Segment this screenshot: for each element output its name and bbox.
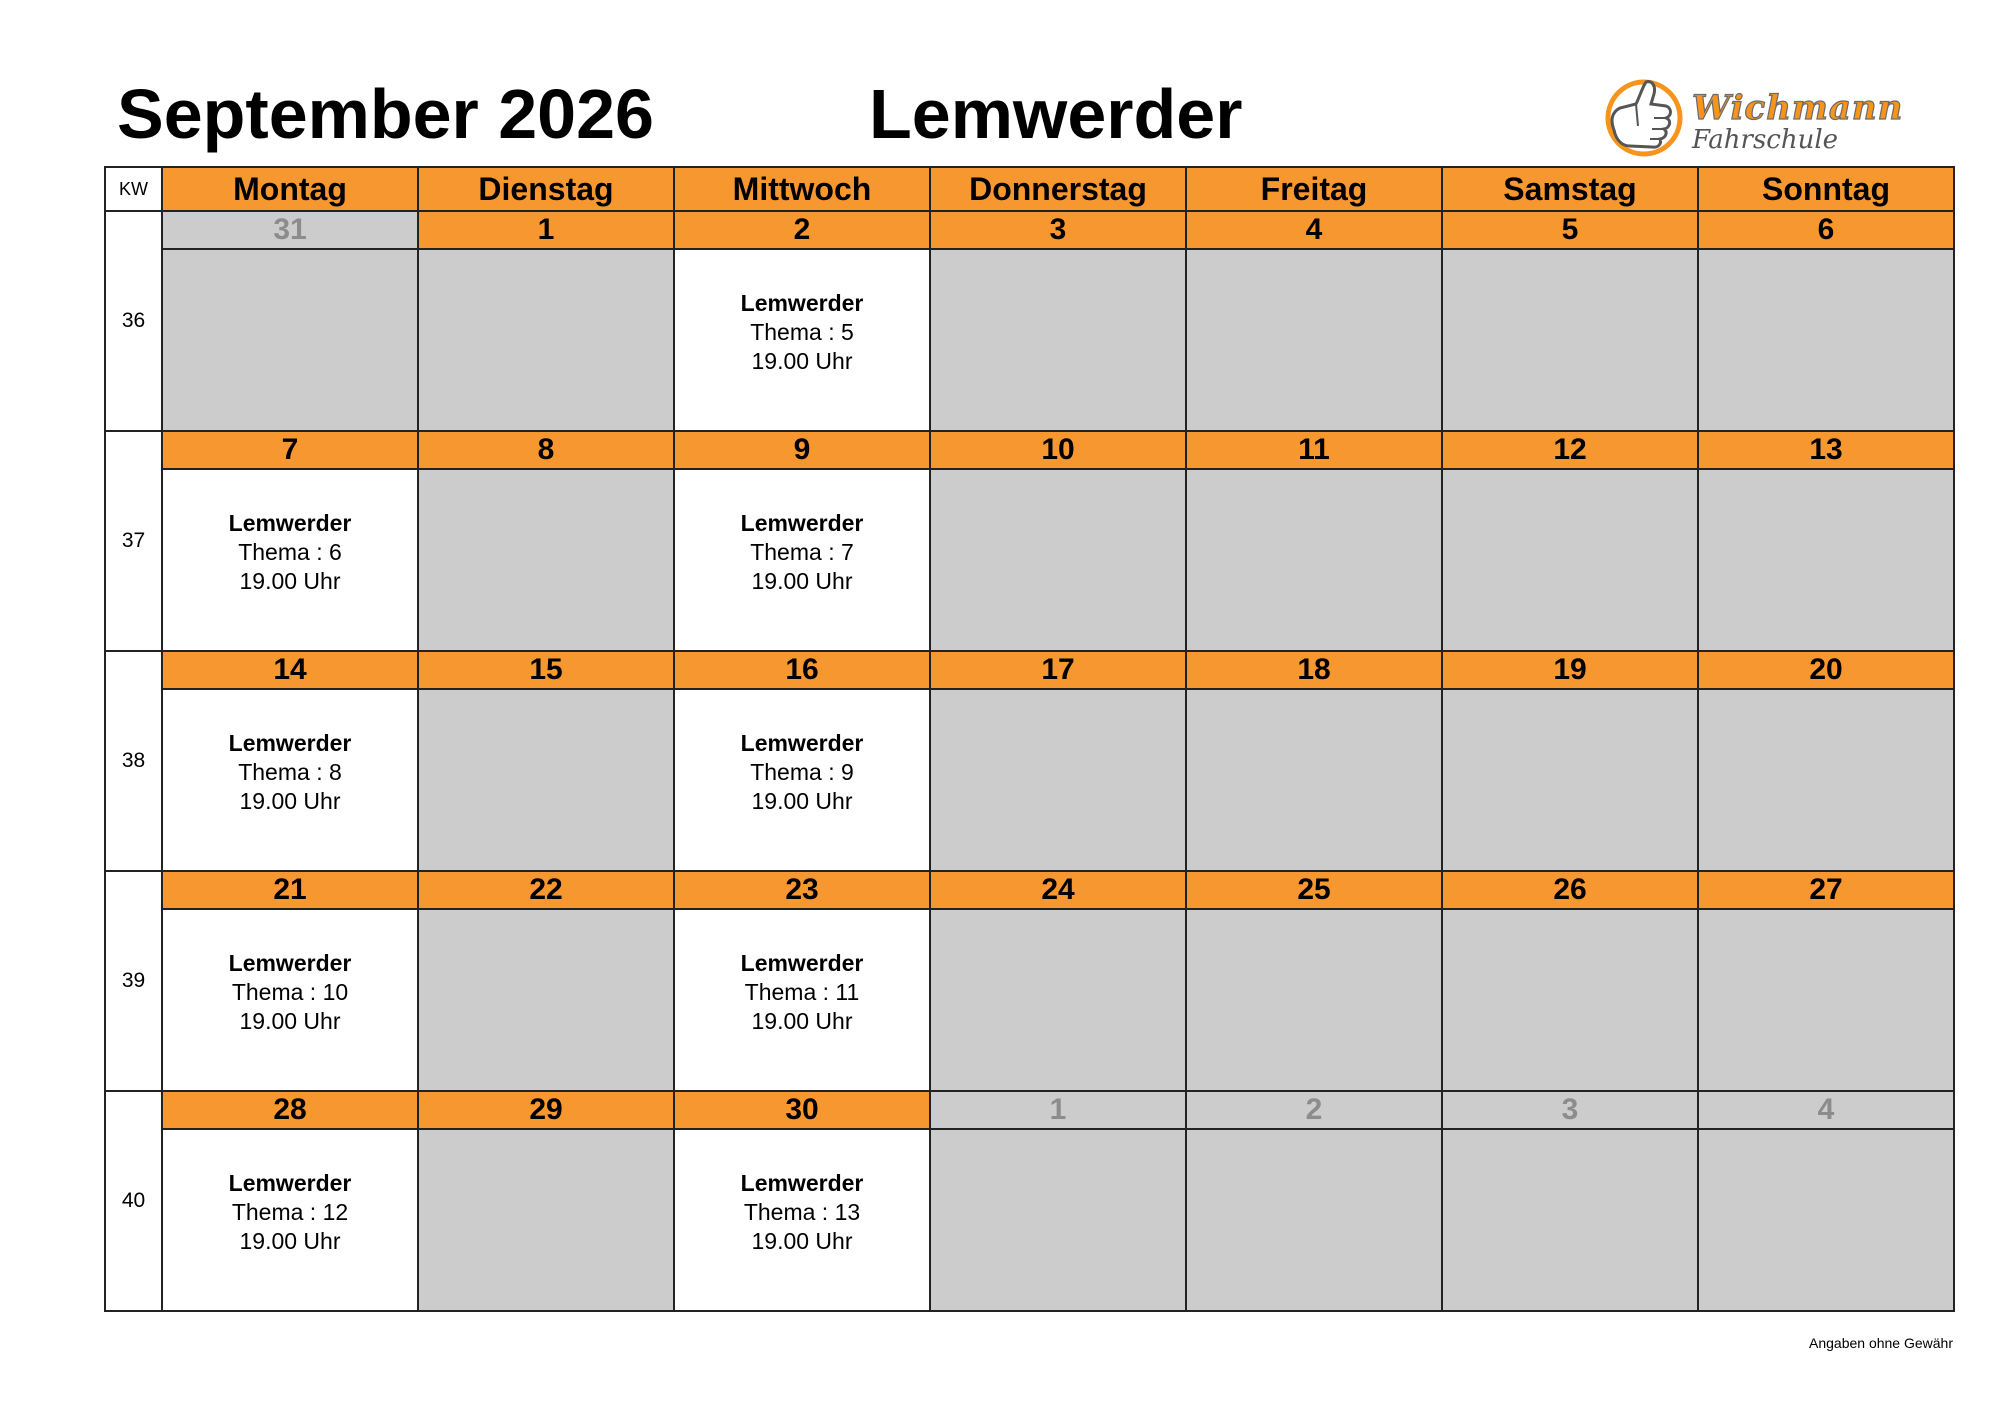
day-number: 9 [674, 431, 930, 469]
empty-day-cell [1442, 249, 1698, 431]
event-topic: Thema : 12 [231, 1198, 349, 1225]
event-time: 19.00 Uhr [751, 1007, 853, 1034]
empty-day-cell [1698, 469, 1954, 651]
week-number: 39 [105, 871, 162, 1091]
event-place: Lemwerder [740, 289, 864, 316]
empty-day-cell [1186, 909, 1442, 1091]
event-topic: Thema : 7 [750, 538, 854, 565]
event-entry [675, 462, 929, 642]
location-title: Lemwerder [869, 75, 1243, 153]
day-number: 11 [1186, 431, 1442, 469]
event-topic: Thema : 8 [238, 758, 342, 785]
day-number: 2 [674, 211, 930, 249]
day-number: 1 [418, 211, 674, 249]
event-entry [675, 1122, 929, 1302]
event-place: Lemwerder [228, 729, 352, 756]
event-place: Lemwerder [740, 509, 864, 536]
event-day-cell [674, 909, 930, 1091]
event-topic: Thema : 5 [750, 318, 854, 345]
weekday-header: Montag [162, 167, 418, 211]
empty-day-cell [1698, 249, 1954, 431]
day-number: 26 [1442, 871, 1698, 909]
event-place: Lemwerder [228, 949, 352, 976]
event-place: Lemwerder [228, 1169, 352, 1196]
empty-day-cell [1698, 689, 1954, 871]
kw-header: KW [105, 167, 162, 211]
event-day-cell [162, 1129, 418, 1311]
day-number: 17 [930, 651, 1186, 689]
empty-day-cell [418, 469, 674, 651]
empty-day-cell [162, 249, 418, 431]
month-title: September 2026 [117, 75, 654, 153]
logo-brand: Wichmann [1692, 88, 1904, 128]
event-time: 19.00 Uhr [751, 1227, 853, 1254]
empty-day-cell [418, 249, 674, 431]
adjacent-month-date: 4 [1698, 1091, 1954, 1129]
logo [1596, 74, 1926, 160]
adjacent-month-date: 1 [930, 1091, 1186, 1129]
adjacent-month-date: 2 [1186, 1091, 1442, 1129]
empty-day-cell [418, 689, 674, 871]
event-time: 19.00 Uhr [751, 787, 853, 814]
calendar-grid [104, 166, 1953, 1330]
day-number: 7 [162, 431, 418, 469]
event-entry [675, 682, 929, 862]
weekday-header: Freitag [1186, 167, 1442, 211]
empty-day-cell [1186, 689, 1442, 871]
thumbs-up-icon [1596, 74, 1688, 160]
event-place: Lemwerder [740, 949, 864, 976]
empty-day-cell [930, 909, 1186, 1091]
day-body-row [105, 689, 1954, 871]
event-time: 19.00 Uhr [239, 787, 341, 814]
day-number: 29 [418, 1091, 674, 1129]
event-entry [675, 242, 929, 422]
day-number: 4 [1186, 211, 1442, 249]
day-number: 13 [1698, 431, 1954, 469]
event-place: Lemwerder [740, 1169, 864, 1196]
empty-day-cell [930, 469, 1186, 651]
week-number: 38 [105, 651, 162, 871]
event-entry [163, 902, 417, 1082]
day-number: 15 [418, 651, 674, 689]
day-body-row [105, 469, 1954, 651]
event-topic: Thema : 6 [238, 538, 342, 565]
day-body-row [105, 909, 1954, 1091]
day-number: 5 [1442, 211, 1698, 249]
event-time: 19.00 Uhr [751, 347, 853, 374]
event-day-cell [162, 469, 418, 651]
day-number: 8 [418, 431, 674, 469]
adjacent-month-date: 3 [1442, 1091, 1698, 1129]
day-number: 20 [1698, 651, 1954, 689]
day-number: 24 [930, 871, 1186, 909]
empty-day-cell [1442, 469, 1698, 651]
weekday-header-row [105, 167, 1954, 211]
day-number: 30 [674, 1091, 930, 1129]
event-place: Lemwerder [740, 729, 864, 756]
date-row [105, 211, 1954, 249]
day-number: 14 [162, 651, 418, 689]
disclaimer: Angaben ohne Gewähr [1809, 1335, 1953, 1351]
empty-day-cell [1698, 909, 1954, 1091]
event-day-cell [674, 249, 930, 431]
empty-day-cell [1442, 1129, 1698, 1311]
week-number: 40 [105, 1091, 162, 1311]
event-day-cell [674, 469, 930, 651]
day-number: 6 [1698, 211, 1954, 249]
event-entry [163, 682, 417, 862]
day-number: 25 [1186, 871, 1442, 909]
event-day-cell [674, 1129, 930, 1311]
week-number: 37 [105, 431, 162, 651]
event-place: Lemwerder [228, 509, 352, 536]
day-number: 27 [1698, 871, 1954, 909]
empty-day-cell [1186, 1129, 1442, 1311]
day-body-row [105, 1129, 1954, 1311]
day-number: 19 [1442, 651, 1698, 689]
empty-day-cell [418, 1129, 674, 1311]
empty-day-cell [1698, 1129, 1954, 1311]
event-day-cell [674, 689, 930, 871]
adjacent-month-date: 31 [162, 211, 418, 249]
event-day-cell [162, 689, 418, 871]
weekday-header: Sonntag [1698, 167, 1954, 211]
event-topic: Thema : 11 [744, 978, 860, 1005]
event-time: 19.00 Uhr [239, 567, 341, 594]
event-time: 19.00 Uhr [239, 1227, 341, 1254]
empty-day-cell [930, 249, 1186, 431]
empty-day-cell [418, 909, 674, 1091]
event-entry [675, 902, 929, 1082]
weekday-header: Mittwoch [674, 167, 930, 211]
event-time: 19.00 Uhr [239, 1007, 341, 1034]
empty-day-cell [1186, 469, 1442, 651]
empty-day-cell [1186, 249, 1442, 431]
weekday-header: Dienstag [418, 167, 674, 211]
event-day-cell [162, 909, 418, 1091]
day-number: 12 [1442, 431, 1698, 469]
day-number: 22 [418, 871, 674, 909]
day-number: 23 [674, 871, 930, 909]
event-entry [163, 1122, 417, 1302]
empty-day-cell [930, 689, 1186, 871]
empty-day-cell [1442, 909, 1698, 1091]
weekday-header: Samstag [1442, 167, 1698, 211]
logo-subtitle: Fahrschule [1692, 125, 1839, 155]
day-number: 16 [674, 651, 930, 689]
day-number: 18 [1186, 651, 1442, 689]
event-topic: Thema : 10 [231, 978, 349, 1005]
event-entry [163, 462, 417, 642]
event-time: 19.00 Uhr [751, 567, 853, 594]
empty-day-cell [930, 1129, 1186, 1311]
weekday-header: Donnerstag [930, 167, 1186, 211]
empty-day-cell [1442, 689, 1698, 871]
day-number: 21 [162, 871, 418, 909]
day-number: 28 [162, 1091, 418, 1129]
event-topic: Thema : 13 [743, 1198, 861, 1225]
day-number: 3 [930, 211, 1186, 249]
day-number: 10 [930, 431, 1186, 469]
week-number: 36 [105, 211, 162, 431]
day-body-row [105, 249, 1954, 431]
event-topic: Thema : 9 [750, 758, 854, 785]
